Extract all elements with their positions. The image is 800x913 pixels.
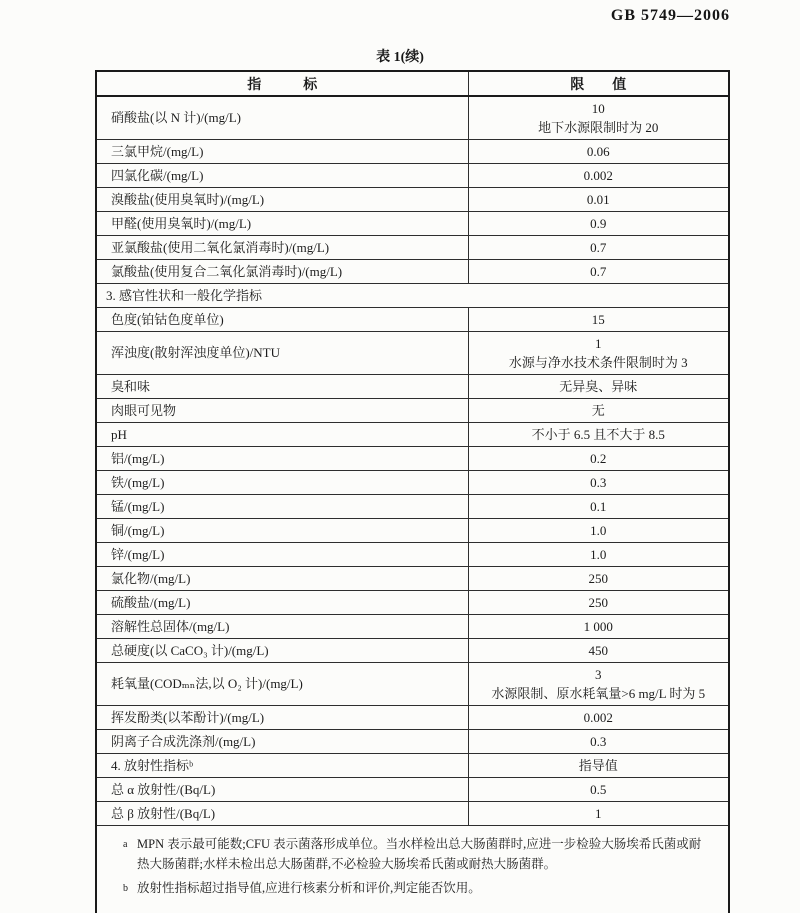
table-row	[96, 754, 729, 778]
limit-cell	[468, 423, 729, 447]
footnote-a-text: MPN 表示最可能数;CFU 表示菌落形成单位。当水样检出总大肠菌群时,应进一步检验大肠埃希氏菌或耐热大肠菌群;水样未检出总大肠菌群,不必检验大肠埃希氏菌或耐热大肠菌群。	[137, 837, 702, 871]
limit-value-line: 1	[595, 336, 602, 351]
indicator-cell: 硫酸盐/(mg/L)	[96, 591, 468, 615]
header-row	[96, 71, 729, 96]
limit-cell	[468, 188, 729, 212]
limit-value-line: 0.9	[590, 216, 607, 231]
indicator-cell: pH	[96, 423, 468, 447]
limit-value-line: 15	[591, 312, 605, 327]
indicator-cell: 溶解性总固体/(mg/L)	[96, 615, 468, 639]
limit-value-line: 1 000	[583, 619, 613, 634]
limit-cell	[468, 495, 729, 519]
limit-value-line: 3	[595, 667, 602, 682]
table-row	[96, 543, 729, 567]
limit-value-line: 0.7	[590, 264, 607, 279]
table-row	[96, 260, 729, 284]
limit-cell	[468, 639, 729, 663]
limit-value-line: 地下水源限制时为 20	[538, 120, 659, 135]
limit-value-line: 0.3	[590, 734, 607, 749]
footnote-b-text: 放射性指标超过指导值,应进行核素分析和评价,判定能否饮用。	[137, 881, 481, 895]
table-row	[96, 591, 729, 615]
table-row	[96, 375, 729, 399]
indicator-cell: 三氯甲烷/(mg/L)	[96, 140, 468, 164]
limit-value-line: 0.3	[590, 475, 607, 490]
table-row	[96, 706, 729, 730]
table-title: 表 1(续)	[376, 50, 424, 65]
indicator-cell: 铝/(mg/L)	[96, 447, 468, 471]
table-row	[96, 423, 729, 447]
indicator-cell: 色度(铂钴色度单位)	[96, 308, 468, 332]
limit-cell	[468, 260, 729, 284]
table-row	[96, 96, 729, 140]
indicator-cell: 耗氧量(CODₘₙ法,以 O₂ 计)/(mg/L)	[96, 663, 468, 706]
limit-cell	[468, 543, 729, 567]
footnote-a-marker: a	[123, 839, 128, 850]
limit-value-line: 0.01	[586, 192, 610, 207]
limit-value-line: 水源与净水技术条件限制时为 3	[508, 355, 688, 370]
footnote-b-marker: b	[123, 883, 128, 894]
limit-cell	[468, 802, 729, 826]
indicator-cell: 四氯化碳/(mg/L)	[96, 164, 468, 188]
limit-value-line: 不小于 6.5 且不大于 8.5	[531, 427, 665, 442]
limit-cell	[468, 399, 729, 423]
indicator-cell: 锌/(mg/L)	[96, 543, 468, 567]
table-row	[96, 308, 729, 332]
limit-cell	[468, 332, 729, 375]
table-row	[96, 188, 729, 212]
limit-value-line: 0.1	[590, 499, 607, 514]
indicator-cell: 肉眼可见物	[96, 399, 468, 423]
table-row	[96, 140, 729, 164]
footnote-a	[123, 834, 710, 874]
table-row	[96, 212, 729, 236]
table-row	[96, 447, 729, 471]
limit-cell	[468, 730, 729, 754]
indicator-cell: 3. 感官性状和一般化学指标	[96, 284, 729, 308]
limit-value-line: 水源限制、原水耗氧量>6 mg/L 时为 5	[491, 686, 706, 701]
limit-cell	[468, 96, 729, 140]
table-row	[96, 332, 729, 375]
table-row	[96, 778, 729, 802]
limit-cell	[468, 591, 729, 615]
limit-cell	[468, 471, 729, 495]
indicator-cell: 硝酸盐(以 N 计)/(mg/L)	[96, 96, 468, 140]
limit-value-line: 无	[591, 403, 605, 418]
limit-cell	[468, 140, 729, 164]
indicator-cell: 臭和味	[96, 375, 468, 399]
indicator-cell: 溴酸盐(使用臭氧时)/(mg/L)	[96, 188, 468, 212]
indicator-cell: 锰/(mg/L)	[96, 495, 468, 519]
indicator-cell: 铜/(mg/L)	[96, 519, 468, 543]
limit-value-line: 10	[591, 101, 605, 116]
limit-value-line: 1.0	[590, 547, 607, 562]
limit-value-line: 指导值	[578, 758, 618, 773]
limit-value-line: 无异臭、异味	[559, 379, 638, 394]
limit-value-line: 0.5	[590, 782, 607, 797]
footnotes-row	[96, 826, 729, 913]
limit-value-line: 0.2	[590, 451, 607, 466]
table-row	[96, 730, 729, 754]
indicator-cell: 总 β 放射性/(Bq/L)	[96, 802, 468, 826]
table-row	[96, 663, 729, 706]
column-header-indicator: 指 标	[96, 71, 468, 96]
limit-cell	[468, 663, 729, 706]
limit-cell	[468, 308, 729, 332]
table-row	[96, 567, 729, 591]
table-row	[96, 519, 729, 543]
indicator-cell: 挥发酚类(以苯酚计)/(mg/L)	[96, 706, 468, 730]
indicator-cell: 氯化物/(mg/L)	[96, 567, 468, 591]
indicator-cell: 氯酸盐(使用复合二氧化氯消毒时)/(mg/L)	[96, 260, 468, 284]
indicator-cell: 浑浊度(散射浑浊度单位)/NTU	[96, 332, 468, 375]
limit-value-line: 0.7	[590, 240, 607, 255]
indicator-cell: 阴离子合成洗涤剂/(mg/L)	[96, 730, 468, 754]
limit-value-line: 1	[595, 806, 602, 821]
table-row	[96, 399, 729, 423]
table-row	[96, 495, 729, 519]
limit-value-line: 250	[588, 595, 608, 610]
indicator-cell: 总硬度(以 CaCO₃ 计)/(mg/L)	[96, 639, 468, 663]
indicator-cell: 总 α 放射性/(Bq/L)	[96, 778, 468, 802]
column-header-limit: 限 值	[468, 71, 729, 96]
limit-value-line: 250	[588, 571, 608, 586]
limit-value-line: 450	[588, 643, 608, 658]
limit-cell	[468, 615, 729, 639]
limit-value-line: 1.0	[590, 523, 607, 538]
indicator-cell: 铁/(mg/L)	[96, 471, 468, 495]
table-row	[96, 236, 729, 260]
limit-cell	[468, 236, 729, 260]
limit-cell	[468, 164, 729, 188]
table-row	[96, 802, 729, 826]
limit-cell	[468, 519, 729, 543]
limit-cell	[468, 212, 729, 236]
table-row	[96, 471, 729, 495]
limit-cell	[468, 706, 729, 730]
limit-value-line: 0.06	[586, 144, 610, 159]
limit-cell	[468, 375, 729, 399]
standard-number: GB 5749—2006	[610, 7, 730, 24]
indicator-cell: 4. 放射性指标ᵇ	[96, 754, 468, 778]
indicator-cell: 亚氯酸盐(使用二氧化氯消毒时)/(mg/L)	[96, 236, 468, 260]
footnote-b	[123, 878, 710, 898]
limit-cell	[468, 447, 729, 471]
indicator-cell: 甲醛(使用臭氧时)/(mg/L)	[96, 212, 468, 236]
table-row	[96, 639, 729, 663]
section-header-row	[96, 284, 729, 308]
limit-value-line: 0.002	[583, 710, 613, 725]
limit-cell	[468, 754, 729, 778]
footnotes-cell	[96, 826, 729, 913]
table-row	[96, 164, 729, 188]
limit-value-line: 0.002	[583, 168, 613, 183]
limit-cell	[468, 567, 729, 591]
table-row	[96, 615, 729, 639]
limit-cell	[468, 778, 729, 802]
water-quality-limits-table	[95, 70, 730, 913]
